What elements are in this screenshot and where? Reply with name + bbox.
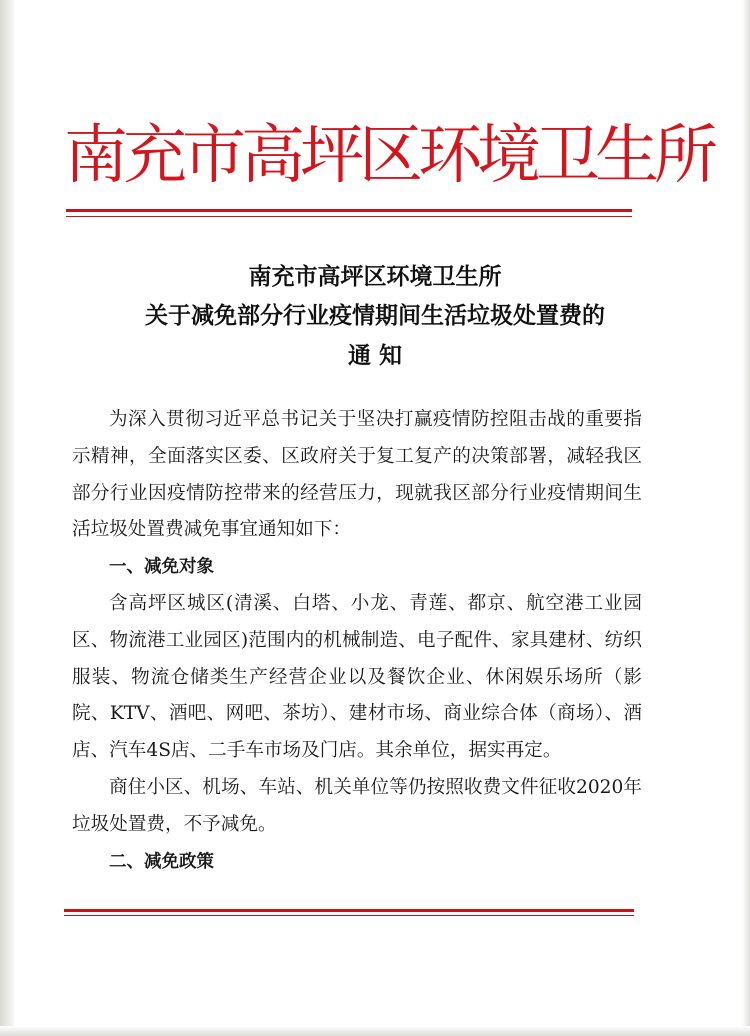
page-bottom-shadow: [0, 1026, 750, 1036]
page-right-shadow: [742, 0, 750, 1036]
section-1-paragraph-1: 含高坪区城区(清溪、白塔、小龙、青莲、都京、航空港工业园区、物流港工业园区)范围内的机械制造、电子配件、家具建材、纺织服装、物流仓储类生产经营企业以及餐饮企业、休闲娱乐场所（影院、KTV、酒吧、网吧、茶坊）、建材市场、商业综合体（商场）、酒店、汽车4S店、二手车市场及门店。其余单位，据实再定。: [72, 592, 642, 762]
document-title-line-3: 通 知: [347, 343, 402, 369]
document-title-line-1: 南充市高坪区环境卫生所: [248, 264, 502, 290]
section-heading-1: 一、减免对象: [109, 557, 214, 578]
masthead-rule-thin: [66, 216, 632, 217]
intro-paragraph: 为深入贯彻习近平总书记关于坚决打赢疫情防控阻击战的重要指示精神，全面落实区委、区政府关于复工复产的决策部署，减轻我区部分行业因疫情防控带来的经营压力，现就我区部分行业疫情期间生活垃圾处置费减免事宜通知如下：: [72, 409, 642, 541]
section-1-paragraph-2: 商住小区、机场、车站、机关单位等仍按照收费文件征收2020年垃圾处置费，不予减免。: [72, 776, 642, 835]
section-heading-2: 二、减免政策: [109, 851, 214, 872]
document-title-line-2: 关于减免部分行业疫情期间生活垃圾处置费的: [145, 303, 605, 329]
masthead-rule-thick: [66, 209, 632, 212]
page-left-shadow: [0, 0, 14, 1036]
masthead-title: 南充市高坪区环境卫生所: [64, 119, 713, 193]
footer-rule-thick: [64, 909, 634, 912]
document-body: [72, 402, 642, 880]
footer-rule-thin: [64, 915, 634, 916]
